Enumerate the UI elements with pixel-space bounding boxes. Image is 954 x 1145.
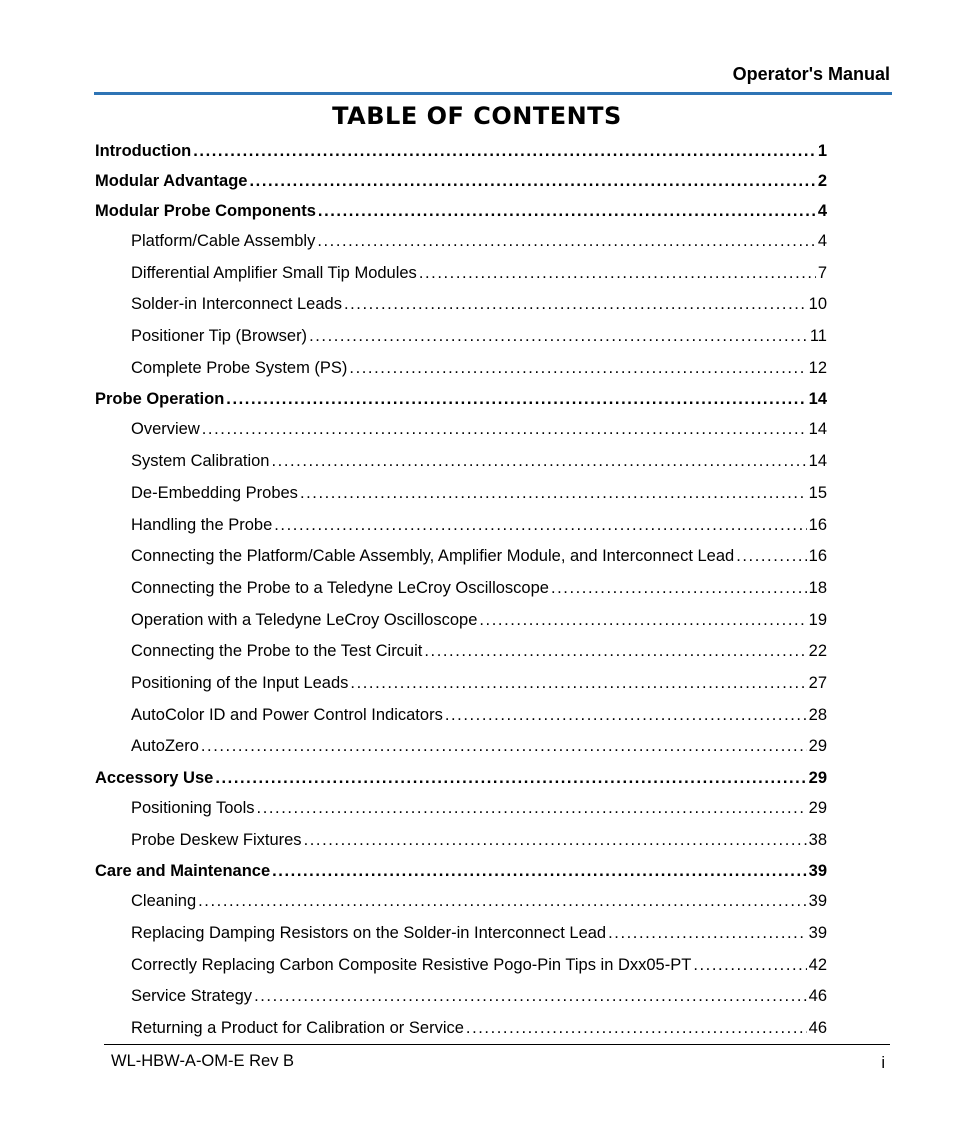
toc-leader-dots: [344, 289, 807, 321]
toc-entry-page: 46: [808, 987, 827, 1006]
toc-entry-label: System Calibration: [131, 452, 270, 471]
toc-entry-label: Overview: [131, 420, 200, 439]
toc-entry[interactable]: [95, 605, 827, 637]
toc-leader-dots: [350, 668, 806, 700]
toc-leader-dots: [608, 918, 807, 950]
toc-entry-page: 12: [808, 358, 827, 377]
toc-entry-label: Cleaning: [131, 892, 197, 911]
footer-page-number: i: [881, 1054, 885, 1072]
toc-entry-page: 42: [808, 955, 827, 974]
toc-leader-dots: [274, 510, 806, 542]
toc-entry-page: 14: [808, 452, 827, 471]
toc-entry-page: 15: [808, 483, 827, 502]
toc-leader-dots: [257, 793, 807, 825]
toc-leader-dots: [215, 763, 806, 793]
toc-entry-page: 46: [808, 1019, 827, 1038]
toc-entry-page: 29: [808, 769, 827, 787]
toc-entry[interactable]: [95, 856, 827, 886]
toc-leader-dots: [419, 258, 816, 290]
toc-entry-label: Introduction: [95, 142, 192, 160]
toc-entry-page: 19: [808, 610, 827, 629]
toc-entry-label: Service Strategy: [131, 987, 253, 1006]
toc-entry-label: Connecting the Probe to the Test Circuit: [131, 642, 423, 661]
toc-entry-label: De-Embedding Probes: [131, 483, 298, 502]
toc-entry-page: 10: [808, 295, 827, 314]
toc-entry-page: 4: [817, 202, 827, 220]
toc-entry-label: Returning a Product for Calibration or Service: [131, 1019, 464, 1038]
toc-leader-dots: [272, 856, 807, 886]
toc-entry-page: 16: [808, 515, 827, 534]
toc-entry[interactable]: [95, 196, 827, 226]
toc-entry-page: 16: [808, 547, 827, 566]
toc-title: TABLE OF CONTENTS: [332, 102, 622, 130]
toc-entry-label: Probe Deskew Fixtures: [131, 830, 302, 849]
toc-entry[interactable]: [95, 510, 827, 542]
toc-leader-dots: [304, 825, 807, 857]
toc-entry[interactable]: [95, 478, 827, 510]
toc-entry[interactable]: [95, 918, 827, 950]
toc-entry[interactable]: [95, 950, 827, 982]
toc-leader-dots: [309, 321, 808, 353]
header-title: Operator's Manual: [732, 64, 890, 84]
toc-entry-page: 4: [817, 232, 827, 250]
toc-entry-label: Operation with a Teledyne LeCroy Oscilloscope: [131, 610, 478, 629]
footer-divider: [104, 1044, 890, 1045]
toc-entry[interactable]: [95, 226, 827, 258]
toc-entry-page: 27: [808, 673, 827, 692]
toc-entry-label: Complete Probe System (PS): [131, 358, 348, 377]
toc-leader-dots: [226, 384, 806, 414]
toc-entry[interactable]: [95, 258, 827, 290]
toc-leader-dots: [445, 700, 807, 732]
toc-entry[interactable]: [95, 763, 827, 793]
toc-entry-label: Positioner Tip (Browser): [131, 327, 308, 346]
header-divider: [94, 92, 892, 95]
toc-entry-label: Correctly Replacing Carbon Composite Resistive Pogo-Pin Tips in Dxx05-PT: [131, 955, 692, 974]
toc-leader-dots: [693, 950, 806, 982]
toc-leader-dots: [201, 731, 807, 763]
toc-leader-dots: [466, 1013, 807, 1045]
toc-entry-page: 2: [817, 172, 827, 190]
toc-entry-label: Differential Amplifier Small Tip Modules: [131, 263, 417, 282]
toc-entry[interactable]: [95, 384, 827, 414]
toc-entry-page: 18: [808, 578, 827, 597]
toc-leader-dots: [193, 136, 816, 166]
toc-entry[interactable]: [95, 573, 827, 605]
footer-document-id: WL-HBW-A-OM-E Rev B: [111, 1052, 295, 1070]
toc-entry-label: AutoZero: [131, 737, 199, 756]
toc-leader-dots: [254, 981, 807, 1013]
toc-entry-page: 1: [817, 142, 827, 160]
toc-entry[interactable]: [95, 321, 827, 353]
toc-entry[interactable]: [95, 446, 827, 478]
toc-entry-page: 38: [808, 830, 827, 849]
toc-entry-page: 28: [808, 705, 827, 724]
toc-entry-page: 22: [808, 642, 827, 661]
toc-entry-label: Positioning of the Input Leads: [131, 673, 349, 692]
toc-entry[interactable]: [95, 981, 827, 1013]
toc-leader-dots: [317, 226, 815, 258]
toc-entry-label: Modular Advantage: [95, 172, 248, 190]
toc-leader-dots: [349, 353, 806, 385]
toc-entry-label: Positioning Tools: [131, 799, 255, 817]
toc-entry[interactable]: [95, 731, 827, 763]
toc-entry-page: 14: [808, 390, 827, 409]
toc-entry-label: Care and Maintenance: [95, 862, 271, 881]
toc-leader-dots: [198, 886, 807, 918]
toc-entry-label: Replacing Damping Resistors on the Solder-in Interconnect Lead: [131, 924, 607, 943]
toc-entry[interactable]: [95, 541, 827, 573]
toc-entry-label: Solder-in Interconnect Leads: [131, 295, 342, 314]
toc-entry[interactable]: [95, 700, 827, 732]
toc-entry[interactable]: [95, 886, 827, 918]
toc-entry-page: 7: [817, 263, 827, 282]
toc-entry[interactable]: [95, 668, 827, 700]
toc-entry-label: Connecting the Probe to a Teledyne LeCroy Oscilloscope: [131, 578, 549, 597]
toc-entry[interactable]: [95, 353, 827, 385]
table-of-contents: [95, 136, 827, 1045]
toc-entry[interactable]: [95, 414, 827, 446]
toc-leader-dots: [300, 478, 807, 510]
toc-leader-dots: [202, 414, 807, 446]
toc-entry-label: Accessory Use: [95, 769, 214, 787]
toc-entry[interactable]: [95, 166, 827, 196]
toc-entry-label: Handling the Probe: [131, 515, 273, 534]
toc-leader-dots: [551, 573, 807, 605]
toc-entry[interactable]: [95, 825, 827, 857]
toc-entry-page: 29: [808, 799, 827, 817]
toc-entry[interactable]: [95, 636, 827, 668]
toc-leader-dots: [250, 166, 816, 196]
toc-entry-label: Probe Operation: [95, 390, 225, 409]
toc-leader-dots: [318, 196, 816, 226]
toc-entry-label: Connecting the Platform/Cable Assembly, Amplifier Module, and Interconnect Lead: [131, 547, 735, 566]
toc-entry-page: 39: [808, 924, 827, 943]
toc-leader-dots: [479, 605, 806, 637]
toc-leader-dots: [271, 446, 806, 478]
toc-entry[interactable]: [95, 289, 827, 321]
toc-entry[interactable]: [95, 793, 827, 825]
toc-leader-dots: [736, 541, 806, 573]
toc-entry-page: 11: [809, 327, 827, 346]
toc-entry[interactable]: [95, 1013, 827, 1045]
toc-entry-page: 14: [808, 420, 827, 439]
toc-leader-dots: [424, 636, 806, 668]
toc-entry[interactable]: [95, 136, 827, 166]
toc-entry-label: Platform/Cable Assembly: [131, 232, 316, 250]
toc-entry-label: AutoColor ID and Power Control Indicators: [131, 705, 443, 724]
toc-entry-page: 29: [808, 737, 827, 756]
toc-entry-label: Modular Probe Components: [95, 202, 316, 220]
toc-entry-page: 39: [808, 892, 827, 911]
toc-entry-page: 39: [808, 862, 827, 881]
